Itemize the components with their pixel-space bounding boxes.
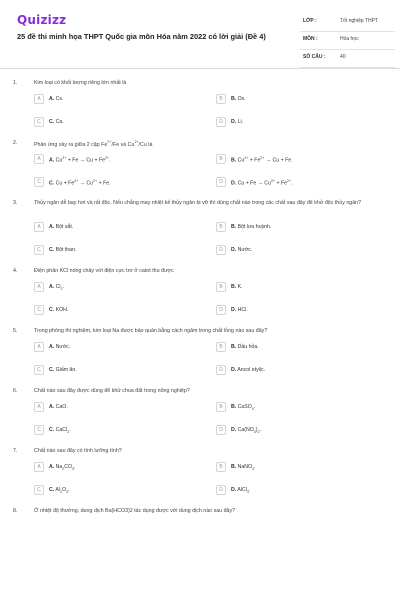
answer-option-d[interactable] xyxy=(216,305,356,317)
question-header xyxy=(0,385,400,399)
option-letter-box[interactable]: A xyxy=(34,94,44,104)
meta-key: LỚP : xyxy=(303,18,317,24)
option-label: D. $Ca(NO_3)_2$. xyxy=(231,427,261,435)
answer-option-a[interactable] xyxy=(34,462,174,474)
option-label: D. Ancol etylic. xyxy=(231,367,266,373)
question-5 xyxy=(0,325,400,385)
answer-options xyxy=(0,151,400,197)
question-number: 7. xyxy=(13,448,18,454)
option-label: C. Giấm ăn. xyxy=(49,367,77,373)
question-text: Trong phòng thí nghiệm, kim loại Na được bảo quản bằng cách ngâm trong chất lỏng nào sau đây? xyxy=(34,328,268,334)
option-letter-box[interactable]: D xyxy=(216,485,226,495)
option-label: B. CaSO$_4$. xyxy=(231,404,256,412)
answer-option-b[interactable] xyxy=(216,342,356,354)
meta-table xyxy=(300,14,395,68)
option-letter-box[interactable]: A xyxy=(34,402,44,412)
option-letter-box[interactable]: C xyxy=(34,485,44,495)
option-label: C. CaCl$_2$. xyxy=(49,427,71,435)
meta-value: Tốt nghiệp THPT xyxy=(340,18,378,24)
option-label: A. CaO. xyxy=(49,404,68,410)
option-label: A. $Cl_2$. xyxy=(49,284,64,292)
option-letter-box[interactable]: B xyxy=(216,462,226,472)
option-label: A. Bột sắt. xyxy=(49,224,74,230)
question-number: 1. xyxy=(13,80,18,86)
question-number: 2. xyxy=(13,140,18,146)
question-header xyxy=(0,505,400,519)
answer-option-d[interactable] xyxy=(216,485,356,497)
answer-option-b[interactable] xyxy=(216,222,356,234)
answer-option-a[interactable] xyxy=(34,282,174,294)
answer-option-b[interactable] xyxy=(216,94,356,106)
option-letter-box[interactable]: B xyxy=(216,282,226,292)
option-letter-box[interactable]: B xyxy=(216,222,226,232)
answer-options xyxy=(0,279,400,325)
meta-row-count xyxy=(300,50,395,68)
option-letter-box[interactable]: D xyxy=(216,245,226,255)
answer-option-a[interactable] xyxy=(34,402,174,414)
option-letter-box[interactable]: D xyxy=(216,305,226,315)
question-number: 4. xyxy=(13,268,18,274)
answer-option-a[interactable] xyxy=(34,154,174,166)
option-label: C. $Cu + Fe^{2+} \to Cu^{2+} + Fe$. xyxy=(49,179,111,187)
answer-option-c[interactable] xyxy=(34,485,174,497)
answer-option-a[interactable] xyxy=(34,222,174,234)
header-divider xyxy=(0,68,400,69)
answer-options xyxy=(0,459,400,505)
answer-option-a[interactable] xyxy=(34,342,174,354)
meta-row-class xyxy=(300,14,395,32)
question-text: Điện phân KCl nóng chảy với điện cực trơ ở catot thu được xyxy=(34,268,174,274)
quizizz-logo: Quizizz xyxy=(17,13,67,27)
question-header xyxy=(0,137,400,151)
option-label: B. NaNO$_3$. xyxy=(231,464,256,472)
question-header xyxy=(0,265,400,279)
question-number: 3. xyxy=(13,200,18,206)
option-letter-box[interactable]: D xyxy=(216,177,226,187)
meta-row-subject xyxy=(300,32,395,50)
option-label: A. $Cu^{2+} + Fe \to Cu + Fe^{2+}$. xyxy=(49,156,111,164)
option-letter-box[interactable]: D xyxy=(216,365,226,375)
answer-option-d[interactable] xyxy=(216,177,356,189)
document-title: 25 đề thi minh họa THPT Quốc gia môn Hóa năm 2022 có lời giải (Đề 4) xyxy=(17,32,266,41)
answer-option-d[interactable] xyxy=(216,117,356,129)
option-letter-box[interactable]: A xyxy=(34,282,44,292)
meta-key: MÔN : xyxy=(303,36,318,42)
option-label: D. AlCl$_3$. xyxy=(231,487,251,495)
answer-option-b[interactable] xyxy=(216,402,356,414)
answer-option-d[interactable] xyxy=(216,425,356,437)
answer-option-c[interactable] xyxy=(34,177,174,189)
meta-value: Hóa học xyxy=(340,36,359,42)
question-text: Thủy ngân dễ bay hơi và rất độc. Nếu chẳng may nhiệt kế thủy ngân bị vỡ thì dùng chất nào trong các chất sau đây để khử độc thủy ngân? xyxy=(34,200,362,206)
option-label: B. Os. xyxy=(231,96,246,102)
answer-option-b[interactable] xyxy=(216,154,356,166)
option-letter-box[interactable]: A xyxy=(34,342,44,352)
option-letter-box[interactable]: C xyxy=(34,245,44,255)
document-header xyxy=(0,0,400,68)
answer-option-c[interactable] xyxy=(34,117,174,129)
question-3 xyxy=(0,197,400,265)
question-number: 6. xyxy=(13,388,18,394)
option-label: A. $Na_2CO_3$. xyxy=(49,464,76,472)
answer-option-b[interactable] xyxy=(216,282,356,294)
option-label: D. HCl. xyxy=(231,307,248,313)
option-letter-box[interactable]: A xyxy=(34,222,44,232)
meta-value: 40 xyxy=(340,54,346,60)
answer-options xyxy=(0,219,400,265)
answer-options xyxy=(0,91,400,137)
question-text: Chất nào sau đây có tính lưỡng tính? xyxy=(34,448,122,454)
option-label: B. Dầu hỏa. xyxy=(231,344,259,350)
option-letter-box[interactable]: A xyxy=(34,462,44,472)
option-label: A. Nước. xyxy=(49,344,71,350)
question-text: Kim loại có khối lượng riêng lớn nhất là xyxy=(34,80,127,86)
answer-option-a[interactable] xyxy=(34,94,174,106)
question-header xyxy=(0,325,400,339)
option-letter-box[interactable]: C xyxy=(34,425,44,435)
option-letter-box[interactable]: C xyxy=(34,365,44,375)
option-label: D. Nước. xyxy=(231,247,253,253)
question-number: 8. xyxy=(13,508,18,514)
option-letter-box[interactable]: B xyxy=(216,154,226,164)
question-6 xyxy=(0,385,400,445)
option-letter-box[interactable]: D xyxy=(216,117,226,127)
option-label: C. Bột than. xyxy=(49,247,77,253)
question-text: Ở nhiệt độ thường, dung dịch Ba(HCO3)2 tác dụng được với dung dịch nào sau đây? xyxy=(34,508,236,514)
question-header xyxy=(0,77,400,91)
answer-option-c[interactable] xyxy=(34,425,174,437)
question-number: 5. xyxy=(13,328,18,334)
question-header xyxy=(0,445,400,459)
option-letter-box[interactable]: B xyxy=(216,94,226,104)
question-header xyxy=(0,197,400,219)
answer-option-c[interactable] xyxy=(34,305,174,317)
option-label: A. Cs. xyxy=(49,96,64,102)
option-label: B. K. xyxy=(231,284,243,290)
option-label: C. KOH. xyxy=(49,307,69,313)
option-letter-box[interactable]: C xyxy=(34,177,44,187)
answer-option-c[interactable] xyxy=(34,365,174,377)
question-text: Phản ứng xảy ra giữa 2 cặp $Fe^{2+}/Fe$ và $Cu^{2+}/Cu$ là xyxy=(34,140,153,148)
answer-option-b[interactable] xyxy=(216,462,356,474)
option-label: B. $Cu^{2+} + Fe^{2+} \to Cu + Fe$. xyxy=(231,156,293,164)
answer-option-c[interactable] xyxy=(34,245,174,257)
option-letter-box[interactable]: B xyxy=(216,342,226,352)
option-letter-box[interactable]: D xyxy=(216,425,226,435)
question-7 xyxy=(0,445,400,505)
option-letter-box[interactable]: A xyxy=(34,154,44,164)
option-label: D. Li. xyxy=(231,119,244,125)
option-letter-box[interactable]: B xyxy=(216,402,226,412)
answer-options xyxy=(0,339,400,385)
option-label: C. $Al_2O_3$. xyxy=(49,487,70,495)
option-letter-box[interactable]: C xyxy=(34,305,44,315)
option-letter-box[interactable]: C xyxy=(34,117,44,127)
option-label: C. Ca. xyxy=(49,119,64,125)
question-4 xyxy=(0,265,400,325)
question-list xyxy=(0,77,400,519)
question-text: Chất nào sau đây được dùng để khử chua đất trong nông nghiệp? xyxy=(34,388,190,394)
question-2 xyxy=(0,137,400,197)
question-1 xyxy=(0,77,400,137)
answer-option-d[interactable] xyxy=(216,245,356,257)
meta-key: SỐ CÂU : xyxy=(303,54,326,60)
answer-options xyxy=(0,399,400,445)
question-8 xyxy=(0,505,400,519)
answer-option-d[interactable] xyxy=(216,365,356,377)
option-label: B. Bột lưu huỳnh. xyxy=(231,224,272,230)
option-label: D. $Cu + Fe \to Cu^{2+} + Fe^{2+}$. xyxy=(231,179,293,187)
